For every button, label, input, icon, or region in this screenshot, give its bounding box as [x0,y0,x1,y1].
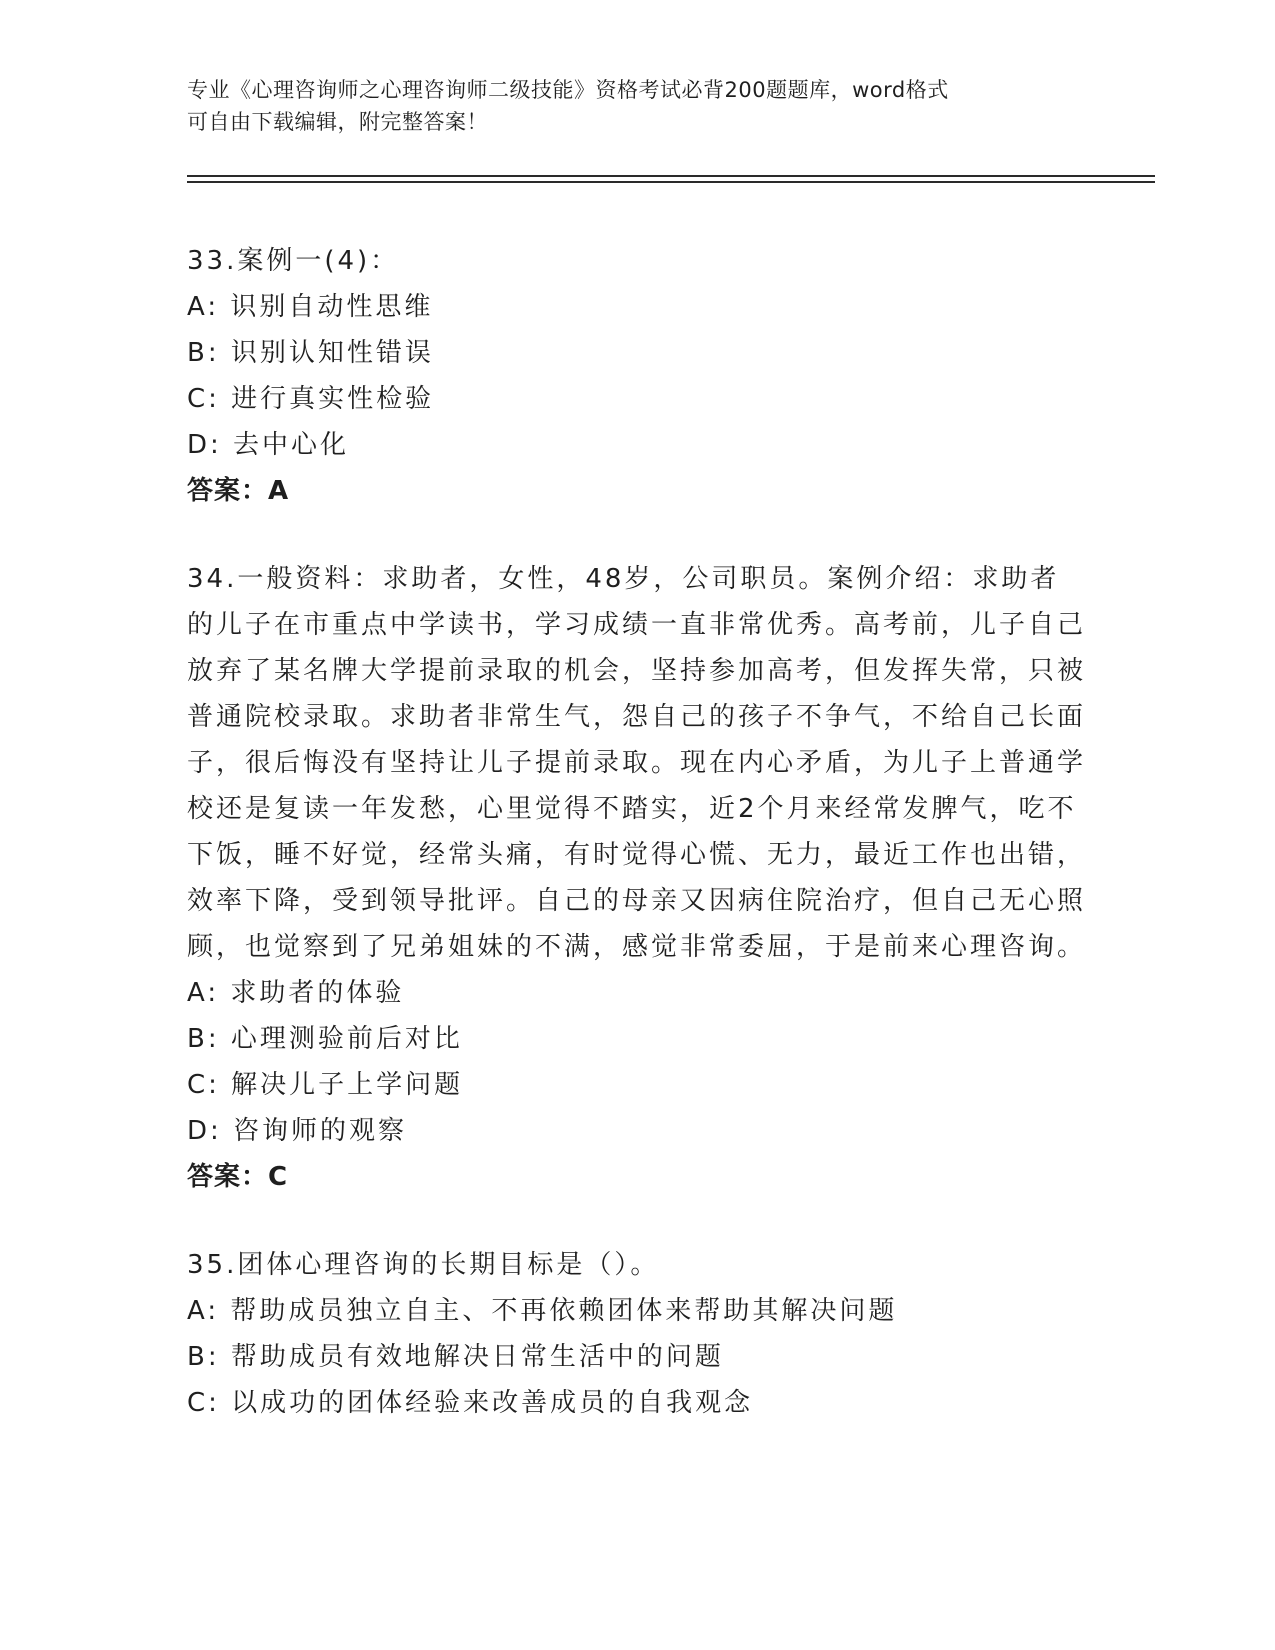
header-title-line-1: 专业《心理咨询师之心理咨询师二级技能》资格考试必背200题题库，word格式 [187,78,949,102]
header-divider-bottom [187,181,1155,183]
question-list [187,238,1087,1468]
answer: 答案：A [187,476,290,506]
option-d: D: 去中心化 [187,430,350,460]
option-b: B: 识别认知性错误 [187,338,434,368]
question-35 [187,1242,1087,1426]
question-stem: 34.一般资料：求助者，女性，48岁，公司职员。案例介绍：求助者的儿子在市重点中学读书，学习成绩一直非常优秀。高考前，儿子自己放弃了某名牌大学提前录取的机会，坚持参加高考，但发挥失常，只被普通院校录取。求助者非常生气，怨自己的孩子不争气，不给自己长面子，很后悔没有坚持让儿子提前录取。现在内心矛盾，为儿子上普通学校还是复读一年发愁，心里觉得不踏实，近2个月来经常发脾气，吃不下饭，睡不好觉，经常头痛，有时觉得心慌、无力，最近工作也出错，效率下降，受到领导批评。自己的母亲又因病住院治疗，但自己无心照顾，也觉察到了兄弟姐妹的不满，感觉非常委屈，于是前来心理咨询。 [187,564,1087,962]
option-d: D: 咨询师的观察 [187,1116,408,1146]
option-a: A: 帮助成员独立自主、不再依赖团体来帮助其解决问题 [187,1296,898,1326]
option-c: C: 以成功的团体经验来改善成员的自我观念 [187,1388,754,1418]
option-b: B: 心理测验前后对比 [187,1024,463,1054]
answer: 答案：C [187,1162,289,1192]
question-34 [187,556,1087,1200]
document-header [187,74,1067,138]
header-divider-top [187,175,1155,177]
question-33 [187,238,1087,514]
question-stem: 35.团体心理咨询的长期目标是（）。 [187,1250,660,1280]
option-a: A: 求助者的体验 [187,978,405,1008]
header-title-line-2: 可自由下载编辑，附完整答案！ [187,110,488,134]
option-c: C: 解决儿子上学问题 [187,1070,464,1100]
option-a: A: 识别自动性思维 [187,292,434,322]
option-c: C: 进行真实性检验 [187,384,435,414]
question-stem: 33.案例一(4)： [187,246,400,276]
option-b: B: 帮助成员有效地解决日常生活中的问题 [187,1342,724,1372]
